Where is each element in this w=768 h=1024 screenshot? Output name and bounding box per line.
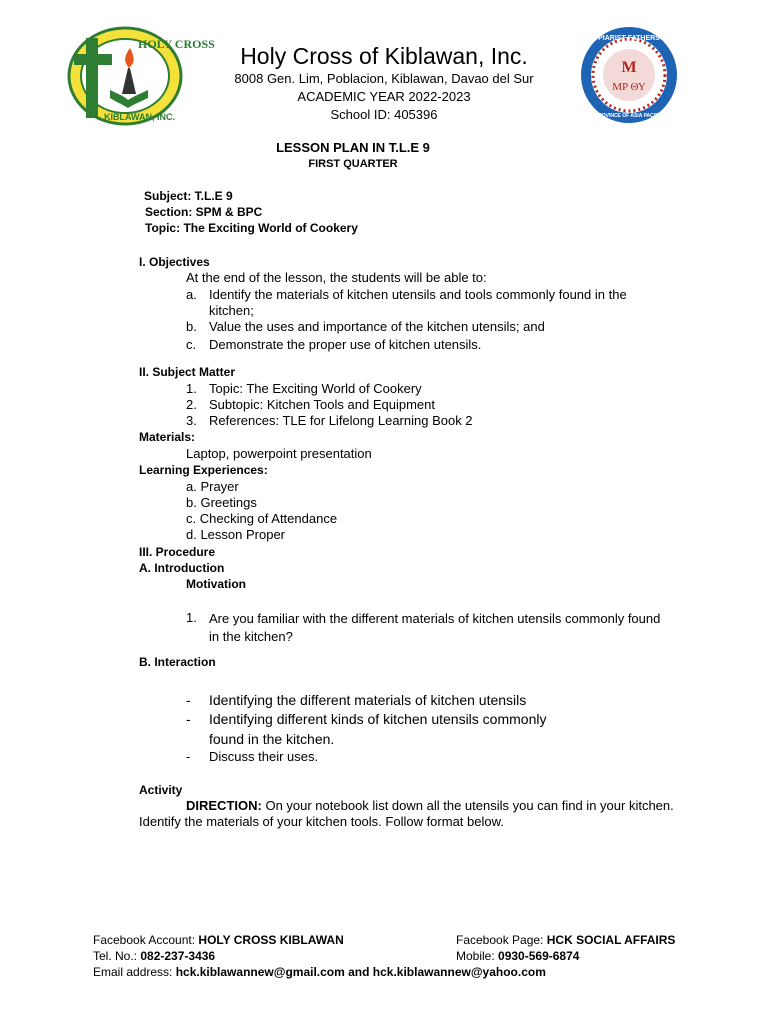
- footer-label: Email address:: [93, 965, 176, 979]
- activity-heading: Activity: [139, 783, 183, 797]
- svg-text:M: M: [621, 59, 637, 76]
- seal-ring-text: PIARIST FATHERS: [598, 35, 660, 42]
- interaction-text-line1: Identifying the different materials of kitchen utensils: [209, 692, 527, 708]
- lesson-plan-title: LESSON PLAN IN T.L.E 9: [276, 140, 430, 155]
- subject-matter-item: [186, 397, 666, 413]
- list-marker: a.: [186, 287, 197, 302]
- interaction-item: [186, 749, 606, 765]
- list-marker: 3.: [186, 413, 197, 428]
- academic-year: ACADEMIC YEAR 2022-2023: [297, 89, 471, 104]
- subject-matter-heading: II. Subject Matter: [139, 365, 236, 379]
- subject-matter-item: [186, 381, 666, 397]
- subject-matter-text: References: TLE for Lifelong Learning Book 2: [209, 413, 473, 428]
- footer-facebook-account: [93, 933, 344, 948]
- seal-monogram: MP ΘΥ: [612, 81, 646, 93]
- learning-experiences-label: Learning Experiences:: [139, 463, 268, 477]
- list-marker: 2.: [186, 397, 197, 412]
- question-line1: Are you familiar with the different materials of kitchen utensils commonly found: [209, 611, 661, 626]
- question-line2: in the kitchen?: [209, 629, 293, 644]
- subject-line: Subject: T.L.E 9: [144, 189, 233, 203]
- motivation-heading: Motivation: [186, 577, 246, 591]
- learning-experience-item: b. Greetings: [186, 495, 257, 510]
- subject-matter-text: Subtopic: Kitchen Tools and Equipment: [209, 397, 435, 412]
- list-marker: -: [186, 692, 191, 708]
- introduction-heading: A. Introduction: [139, 561, 225, 575]
- interaction-text-line1: Identifying different kinds of kitchen utensils commonly: [209, 711, 547, 727]
- objective-item: [186, 319, 666, 335]
- facebook-account-value: HOLY CROSS KIBLAWAN: [198, 933, 344, 947]
- materials-label: Materials:: [139, 430, 196, 444]
- footer-label: Mobile:: [456, 949, 499, 963]
- subject-matter-text: Topic: The Exciting World of Cookery: [209, 381, 422, 396]
- interaction-item: [186, 709, 606, 749]
- objectives-intro: At the end of the lesson, the students will be able to:: [186, 270, 487, 285]
- direction-text-line1: On your notebook list down all the utensils you can find in your kitchen.: [261, 798, 674, 813]
- objective-text-line1: Value the uses and importance of the kitchen utensils; and: [209, 319, 545, 334]
- direction-text-line2: Identify the materials of your kitchen tools. Follow format below.: [139, 814, 504, 829]
- procedure-heading: III. Procedure: [139, 545, 216, 559]
- list-marker: b.: [186, 319, 197, 334]
- interaction-heading: B. Interaction: [139, 655, 216, 669]
- objective-text-line2: kitchen;: [209, 303, 254, 318]
- topic-line: Topic: The Exciting World of Cookery: [145, 221, 358, 235]
- facebook-page-value: HCK SOCIAL AFFAIRS: [546, 933, 676, 947]
- materials-text: Laptop, powerpoint presentation: [186, 446, 372, 461]
- objectives-heading: I. Objectives: [139, 255, 210, 269]
- motivation-question: [186, 610, 686, 646]
- learning-experience-item: c. Checking of Attendance: [186, 511, 338, 526]
- email-value: hck.kiblawannew@gmail.com and hck.kiblawannew@yahoo.com: [175, 965, 546, 979]
- seal-bottom-text: PROVINCE OF ASIA PACIFIC: [594, 113, 664, 119]
- quarter-subtitle: FIRST QUARTER: [308, 158, 398, 170]
- list-marker: 1.: [186, 610, 197, 625]
- footer-facebook-page: [456, 933, 675, 948]
- footer-email: [93, 965, 546, 980]
- list-marker: -: [186, 749, 191, 764]
- direction-paragraph: [139, 798, 699, 830]
- learning-experience-item: d. Lesson Proper: [186, 527, 286, 542]
- learning-experience-item: a. Prayer: [186, 479, 239, 494]
- footer-mobile: [456, 949, 579, 964]
- footer-label: Tel. No.:: [93, 949, 141, 963]
- list-marker: c.: [186, 337, 197, 352]
- objective-item: [186, 337, 666, 353]
- footer-label: Facebook Page:: [456, 933, 547, 947]
- school-id: School ID: 405396: [330, 107, 438, 122]
- list-marker: -: [186, 711, 191, 727]
- footer-label: Facebook Account:: [93, 933, 199, 947]
- subject-matter-item: [186, 413, 666, 429]
- objective-item: [186, 287, 666, 319]
- logo-bottom-text: KIBLAWAN, INC.: [104, 112, 175, 122]
- footer-telephone: [93, 949, 215, 964]
- interaction-text-line2: found in the kitchen.: [209, 731, 335, 747]
- logo-top-text: HOLY CROSS: [138, 37, 215, 51]
- list-marker: 1.: [186, 381, 197, 396]
- school-name: Holy Cross of Kiblawan, Inc.: [240, 43, 528, 69]
- telephone-value: 082-237-3436: [140, 949, 216, 963]
- mobile-value: 0930-569-6874: [498, 949, 580, 963]
- objective-text-line1: Demonstrate the proper use of kitchen utensils.: [209, 337, 482, 352]
- interaction-item: [186, 690, 606, 710]
- objective-text-line1: Identify the materials of kitchen utensils and tools commonly found in the: [209, 287, 627, 302]
- interaction-text-line1: Discuss their uses.: [209, 749, 319, 764]
- school-address: 8008 Gen. Lim, Poblacion, Kiblawan, Davao del Sur: [234, 71, 534, 86]
- direction-label: DIRECTION:: [186, 798, 262, 813]
- section-line: Section: SPM & BPC: [145, 205, 263, 219]
